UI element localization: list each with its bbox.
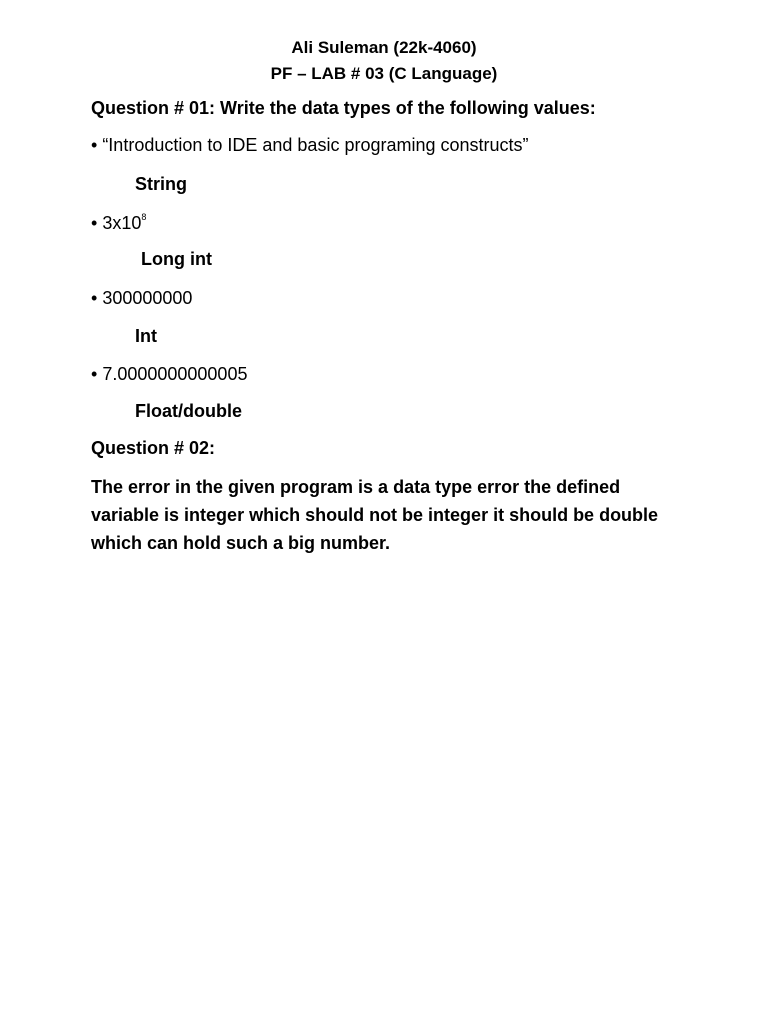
- item-value: 7.0000000000005: [102, 364, 248, 384]
- bullet: •: [91, 213, 98, 233]
- question-1-item-1: [91, 134, 529, 156]
- question-1-answer-2: Long int: [141, 249, 212, 269]
- lab-title: PF – LAB # 03 (C Language): [270, 64, 498, 83]
- question-1-answer-1: String: [135, 174, 187, 194]
- question-2-heading: Question # 02:: [91, 438, 216, 458]
- question-1-answer-4: Float/double: [135, 401, 242, 421]
- item-value-base: 3x10: [102, 213, 142, 233]
- bullet: •: [91, 364, 98, 384]
- question-1-item-4: [91, 363, 247, 385]
- question-1-item-3: [91, 287, 192, 309]
- bullet: •: [91, 135, 98, 155]
- item-value: 300000000: [102, 288, 193, 308]
- question-1-answer-3: Int: [135, 326, 157, 346]
- question-1-item-2: [91, 212, 146, 234]
- author-line: Ali Suleman (22k-4060): [291, 38, 477, 57]
- question-2-answer: The error in the given program is a data type error the defined variable is integer which should not be integer it should be double which can hold such a big number.: [91, 477, 659, 553]
- question-1-heading: Question # 01: Write the data types of the following values:: [91, 98, 596, 118]
- bullet: •: [91, 288, 98, 308]
- item-value: “Introduction to IDE and basic programing constructs”: [102, 135, 529, 155]
- item-value-exponent: 8: [141, 212, 147, 222]
